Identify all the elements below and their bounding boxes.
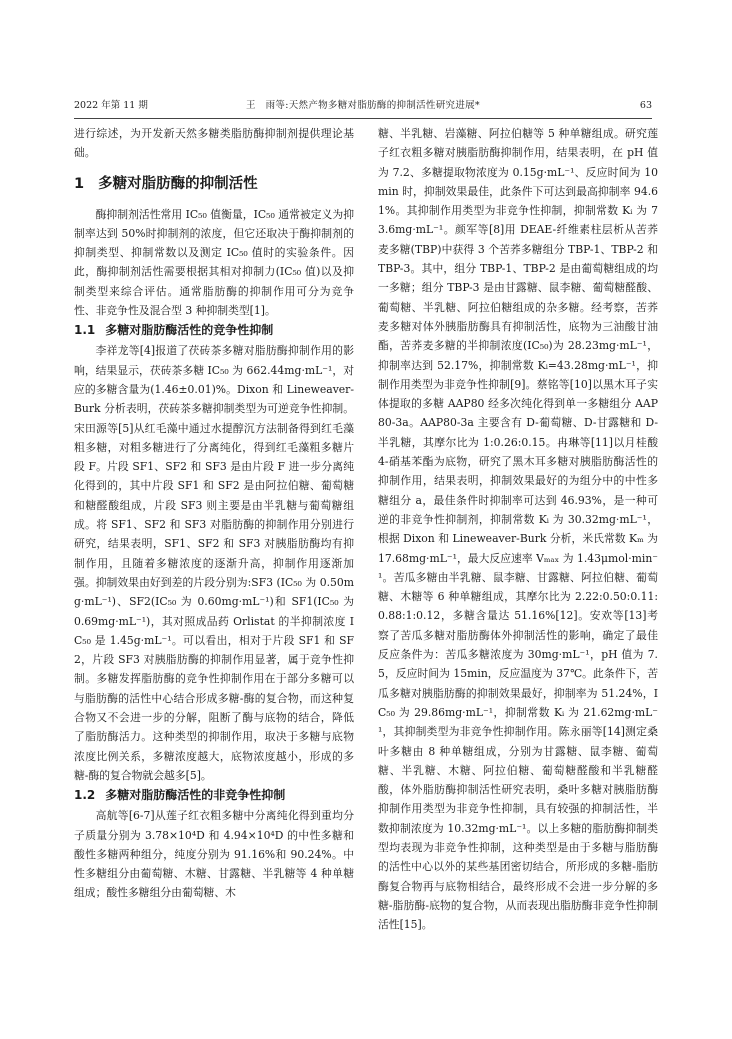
page-number: 63	[639, 100, 652, 111]
running-title: 王 雨等:天然产物多糖对脂肪酶的抑制活性研究进展*	[246, 100, 480, 111]
subsection-1-1-paragraph: 李祥龙等[4]报道了茯砖茶多糖对脂肪酶抑制作用的影响，结果显示，茯砖茶多糖 IC₅₀ 为 662.44mg·mL⁻¹，对应的多糖含量为(1.46±0.01)%。Dixon 和 Lineweaver-Burk 分析表明，茯砖茶多糖抑制类型为可逆竞争性抑制。宋田源等[5]从红毛藻中通过水提醇沉方法制备得到红毛藻粗多糖，对粗多糖进行了分离纯化，得到红毛藻粗多糖片段 F。片段 SF1、SF2 和 SF3 是由片段 F 进一步分离纯化得到的，其中片段 SF1 和 SF2 是由阿拉伯糖、葡萄糖和糖醛酸组成，片段 SF3 则主要是由半乳糖与葡萄糖组成。将 SF1、SF2 和 SF3 对脂肪酶的抑制作用分别进行研究，结果表明，SF1、SF2 和 SF3 对胰脂肪酶均有抑制作用，且随着多糖浓度的逐渐升高，抑制作用逐渐加强。抑制效果由好到差的片段分别为:SF3 (IC₅₀ 为 0.50mg·mL⁻¹)、SF2(IC₅₀ 为 0.60mg·mL⁻¹)和 SF1(IC₅₀ 为 0.69mg·mL⁻¹)，其对照成品药 Orlistat 的半抑制浓度 IC₅₀ 是 1.45g·mL⁻¹。可以看出，相对于片段 SF1 和 SF2，片段 SF3 对胰脂肪酶的抑制作用显著，属于竞争性抑制。多糖发挥脂肪酶的竞争性抑制作用在于部分多糖可以与脂肪酶的活性中心结合形成多糖-酶的复合物，而这种复合物又不会进一步的分解，阻断了酶与底物的结合，降低了脂肪酶活力。这种类型的抑制作用，取决于多糖与底物浓度比例关系，多糖浓度越大，底物浓度越小，形成的多糖-酶的复合物就会越多[5]。	[74, 344, 354, 782]
subsection-1-2-paragraph: 高航等[6-7]从莲子红衣粗多糖中分离纯化得到重均分子质量分别为 3.78×10⁴D 和 4.94×10⁴D 的中性多糖和酸性多糖两种组分，纯度分别为 91.16%和 90.24%。中性多糖组分由葡萄糖、木糖、甘露糖、半乳糖等 4 种单糖组成；酸性多糖组分由葡萄糖、木	[74, 809, 354, 900]
subsection-1-2-title: 多糖对脂肪酶活性的非竞争性抑制	[105, 788, 286, 803]
subsection-1-1-heading	[74, 320, 354, 341]
subsection-1-1-title: 多糖对脂肪酶活性的竞争性抑制	[105, 323, 274, 338]
header-rule	[74, 118, 652, 119]
section-1-heading	[74, 172, 354, 196]
journal-issue: 2022 年第 11 期	[74, 100, 148, 111]
subsection-1-2-heading	[74, 785, 354, 806]
subsection-1-2-number: 1.2	[74, 788, 96, 803]
section-1-number: 1	[74, 175, 85, 192]
section-1-title: 多糖对脂肪酶的抑制活性	[98, 175, 258, 192]
section-1-paragraph: 酶抑制剂活性常用 IC₅₀ 值衡量，IC₅₀ 通常被定义为抑制率达到 50%时抑制剂的浓度，但它还取决于酶抑制剂的抑制类型、抑制常数以及测定 IC₅₀ 值时的实验条件。因此，酶抑制剂活性需要根据其相对抑制力(IC₅₀ 值)以及抑制类型来综合评估。通常脂肪酶的抑制作用可分为竞争性、非竞争性及混合型 3 种抑制类型[1]。	[74, 207, 354, 318]
intro-tail-paragraph: 进行综述，为开发新天然多糖类脂肪酶抑制剂提供理论基础。	[74, 127, 354, 160]
left-column	[74, 124, 354, 903]
subsection-1-1-number: 1.1	[74, 323, 96, 338]
right-column	[378, 124, 658, 934]
running-header	[74, 98, 652, 114]
subsection-1-2-continuation: 糖、半乳糖、岩藻糖、阿拉伯糖等 5 种单糖组成。研究莲子红衣粗多糖对胰脂肪酶抑制作用，结果表明，在 pH 值为 7.2、多糖提取物浓度为 0.15g·mL⁻¹、反应时间为 10min 时，抑制效果最佳，此条件下可达到最高抑制率 94.61%。其抑制作用类型为非竞争性抑制，抑制常数 Kᵢ 为 73.6mg·mL⁻¹。颜军等[8]用 DEAE-纤维素柱层析从苦荞麦多糖(TBP)中获得 3 个苦荞多糖组分 TBP-1、TBP-2 和 TBP-3。其中，组分 TBP-1、TBP-2 是由葡萄糖组成的均一多糖；组分 TBP-3 是由甘露糖、鼠李糖、葡萄糖醛酸、葡萄糖、半乳糖、阿拉伯糖组成的杂多糖。经考察，苦荞麦多糖对体外胰脂肪酶具有抑制活性，底物为三油酸甘油酯，苦荞麦多糖的半抑制浓度(IC₅₀)为 28.23mg·mL⁻¹，抑制率达到 52.17%，抑制常数 Kᵢ=43.28mg·mL⁻¹，抑制作用类型为非竞争性抑制[9]。蔡铭等[10]以黑木耳子实体提取的多糖 AAP80 经多次纯化得到单一多糖组分 AAP80-3a。AAP80-3a 主要含有 D-葡萄糖、D-甘露糖和 D-半乳糖，其摩尔比为 1:0.26:0.15。冉琳等[11]以月桂酸 4-硝基苯酯为底物，研究了黑木耳多糖对胰脂肪酶活性的抑制作用，结果表明，抑制效果最好的为组分中的中性多糖组分 a，最佳条件时抑制率可达到 46.93%，是一种可逆的非竞争性抑制剂，抑制常数 Kᵢ 为 30.32mg·mL⁻¹，根据 Dixon 和 Lineweaver-Burk 分析，米氏常数 Kₘ 为 17.68mg·mL⁻¹，最大反应速率 Vₘₐₓ 为 1.43μmol·min⁻¹。苦瓜多糖由半乳糖、鼠李糖、甘露糖、阿拉伯糖、葡萄糖、木糖等 6 种单糖组成，其摩尔比为 2.22:0.50:0.11:0.88:1:0.12，多糖含量达 51.16%[12]。安欢等[13]考察了苦瓜多糖对脂肪酶体外抑制活性的影响，确定了最佳反应条件为：苦瓜多糖浓度为 30mg·mL⁻¹，pH 值为 7.5，反应时间为 15min，反应温度为 37℃。此条件下，苦瓜多糖对胰脂肪酶的抑制效果最好，抑制率为 51.24%，IC₅₀ 为 29.86mg·mL⁻¹，抑制常数 Kᵢ 为 21.62mg·mL⁻¹，其抑制类型为非竞争性抑制作用。陈永丽等[14]测定桑叶多糖由 8 种单糖组成，分别为甘露糖、鼠李糖、葡萄糖、半乳糖、木糖、阿拉伯糖、葡萄糖醛酸和半乳糖醛酸，体外脂肪酶抑制活性研究表明，桑叶多糖对胰脂肪酶抑制作用类型为非竞争性抑制，具有较强的抑制活性，半数抑制浓度为 10.32mg·mL⁻¹。以上多糖的脂肪酶抑制类型均表现为非竞争性抑制，这种类型是由于多糖与脂肪酶的活性中心以外的某些基团密切结合，所形成的多糖-脂肪酶复合物再与底物相结合，最终形成不会进一步分解的多糖-脂肪酶-底物的复合物，从而表现出脂肪酶非竞争性抑制活性[15]。	[378, 127, 658, 932]
